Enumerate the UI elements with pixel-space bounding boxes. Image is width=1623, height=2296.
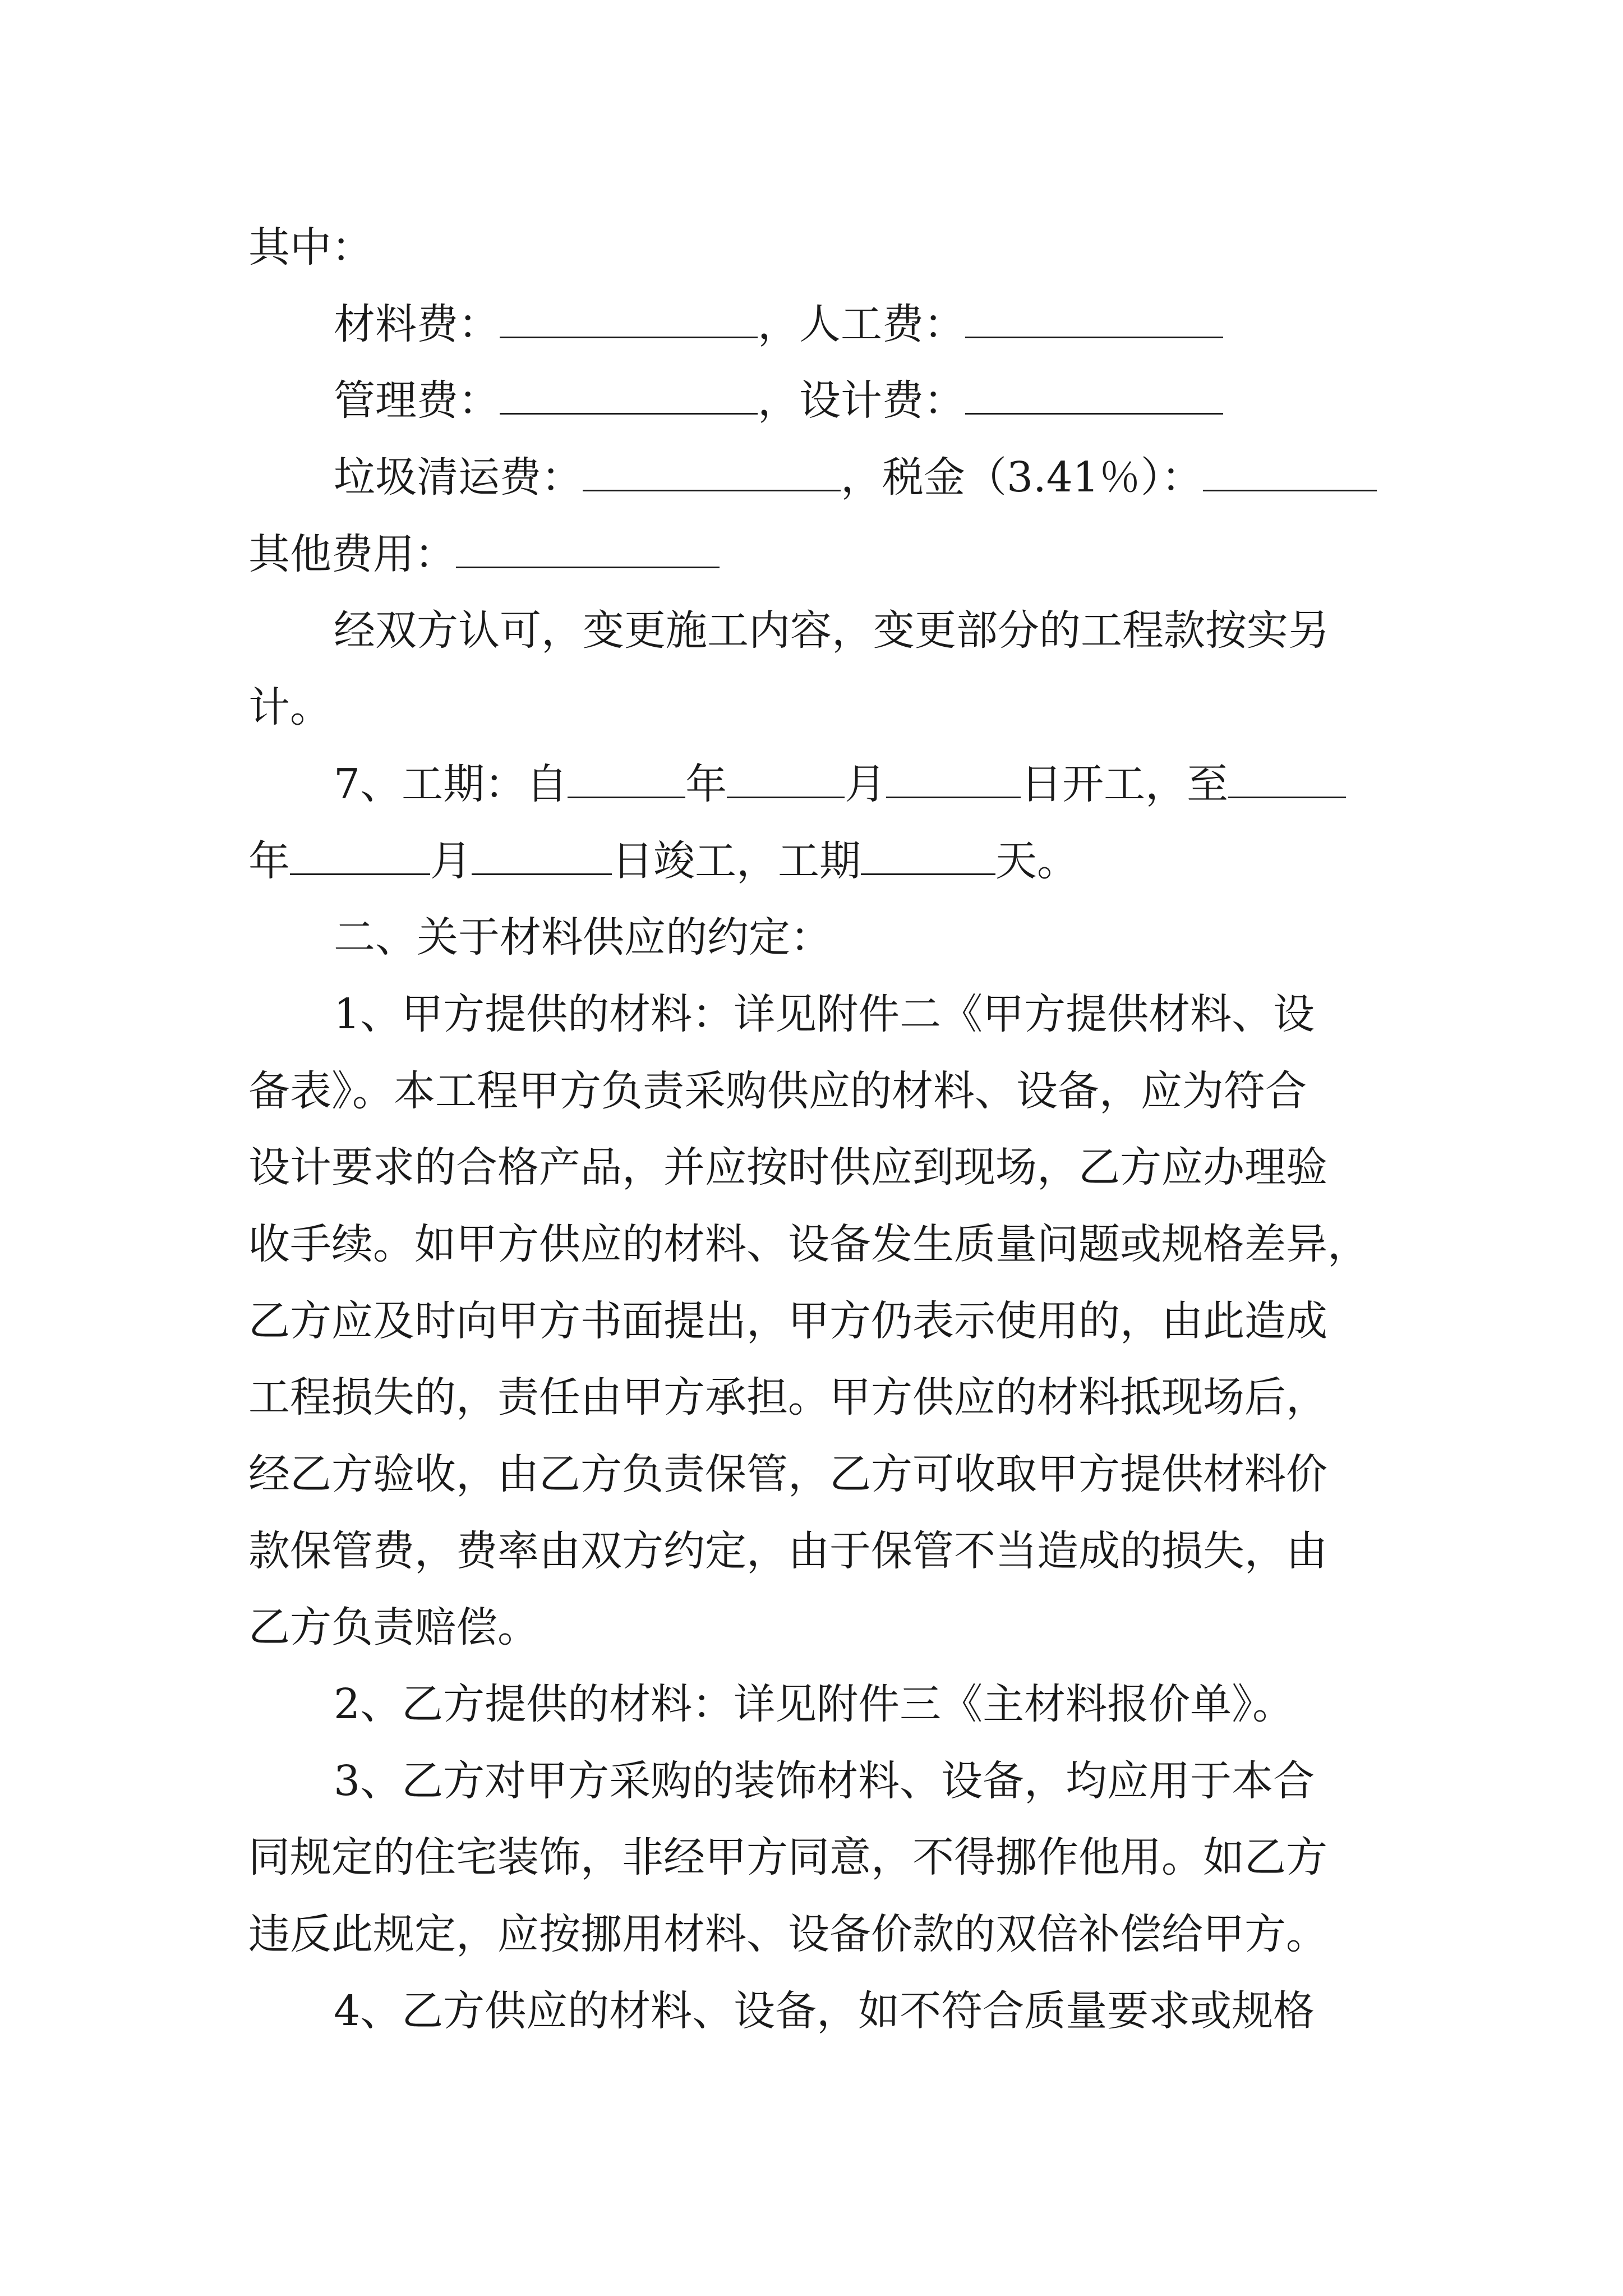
text-line [248, 1129, 1393, 1206]
section-heading [248, 899, 1393, 976]
text-segment: 管理费： [334, 376, 500, 425]
blank-underline [290, 838, 430, 875]
blank-underline [886, 761, 1021, 798]
blank-underline [965, 378, 1223, 415]
text-line [248, 1973, 1393, 2050]
blank-underline [1228, 761, 1346, 798]
text-line [248, 1283, 1393, 1360]
blank-underline [861, 838, 995, 875]
text-line [248, 209, 1393, 286]
text-segment: 二、关于材料供应的约定： [334, 913, 832, 962]
text-segment: 年 [248, 836, 290, 885]
text-segment: 月 [430, 836, 472, 885]
text-segment: 垃圾清运费： [334, 453, 583, 502]
blank-underline [472, 838, 612, 875]
fee-line-material-labor [248, 286, 1393, 363]
text-segment: 工程损失的，责任由甲方承担。甲方供应的材料抵现场后， [248, 1373, 1327, 1422]
text-line [248, 976, 1393, 1053]
text-segment: 经双方认可，变更施工内容，变更部分的工程款按实另 [334, 606, 1330, 655]
text-segment: 日竣工，工期 [612, 836, 861, 885]
blank-underline [727, 761, 845, 798]
blank-underline [583, 454, 841, 491]
text-segment: 款保管费，费率由双方约定，由于保管不当造成的损失，由 [248, 1526, 1327, 1575]
text-segment: 其他费用： [248, 530, 456, 578]
text-line [248, 1589, 1393, 1666]
text-segment: 2、乙方提供的材料：详见附件三《主材料报价单》。 [334, 1680, 1294, 1729]
text-segment: 经乙方验收，由乙方负责保管，乙方可收取甲方提供材料价 [248, 1450, 1327, 1498]
document-body [248, 209, 1393, 2050]
text-line [248, 1053, 1393, 1130]
text-segment: 4、乙方供应的材料、设备，如不符合质量要求或规格 [334, 1986, 1315, 2035]
text-line [248, 669, 1393, 746]
text-segment: 月 [845, 760, 887, 808]
blank-underline [500, 301, 758, 338]
text-line [248, 1436, 1393, 1513]
text-segment: 乙方应及时向甲方书面提出，甲方仍表示使用的，由此造成 [248, 1296, 1327, 1345]
text-segment: 天。 [995, 836, 1078, 885]
blank-underline [500, 378, 758, 415]
text-segment: 设计要求的合格产品，并应按时供应到现场，乙方应办理验 [248, 1143, 1327, 1192]
schedule-line-end [248, 823, 1393, 900]
text-line [248, 1743, 1393, 1820]
text-segment: 计。 [248, 683, 331, 732]
blank-underline [568, 761, 685, 798]
text-segment: ，人工费： [758, 300, 965, 348]
text-segment: 其中： [248, 223, 373, 272]
text-line [248, 1513, 1393, 1590]
text-segment: ，设计费： [758, 376, 965, 425]
text-segment: 备表》。本工程甲方负责采购供应的材料、设备，应为符合 [248, 1066, 1307, 1115]
text-segment: 违反此规定，应按挪用材料、设备价款的双倍补偿给甲方。 [248, 1910, 1327, 1959]
blank-underline [965, 301, 1223, 338]
text-segment: 日开工，至 [1021, 760, 1229, 808]
text-line [248, 1666, 1393, 1743]
text-segment: 3、乙方对甲方采购的装饰材料、设备，均应用于本合 [334, 1756, 1315, 1805]
text-line [248, 1206, 1393, 1283]
fee-line-other [248, 516, 1393, 593]
text-segment: 材料费： [334, 300, 500, 348]
text-segment: 年 [685, 760, 727, 808]
text-segment: ，税金（3.41％）： [841, 453, 1203, 502]
text-line [248, 1896, 1393, 1973]
blank-underline [1203, 454, 1377, 491]
fee-line-management-design [248, 362, 1393, 439]
text-line [248, 1819, 1393, 1896]
text-segment: 1、甲方提供的材料：详见附件二《甲方提供材料、设 [334, 990, 1315, 1038]
schedule-line-start [248, 746, 1393, 823]
fee-line-waste-tax [248, 439, 1393, 516]
text-segment: 7、工期：自 [334, 760, 568, 808]
text-line [248, 592, 1393, 669]
text-line [248, 1359, 1393, 1436]
text-segment: 乙方负责赔偿。 [248, 1603, 539, 1652]
text-segment: 同规定的住宅装饰，非经甲方同意，不得挪作他用。如乙方 [248, 1833, 1327, 1882]
text-segment: 收手续。如甲方供应的材料、设备发生质量问题或规格差异， [248, 1220, 1369, 1268]
blank-underline [456, 531, 720, 568]
